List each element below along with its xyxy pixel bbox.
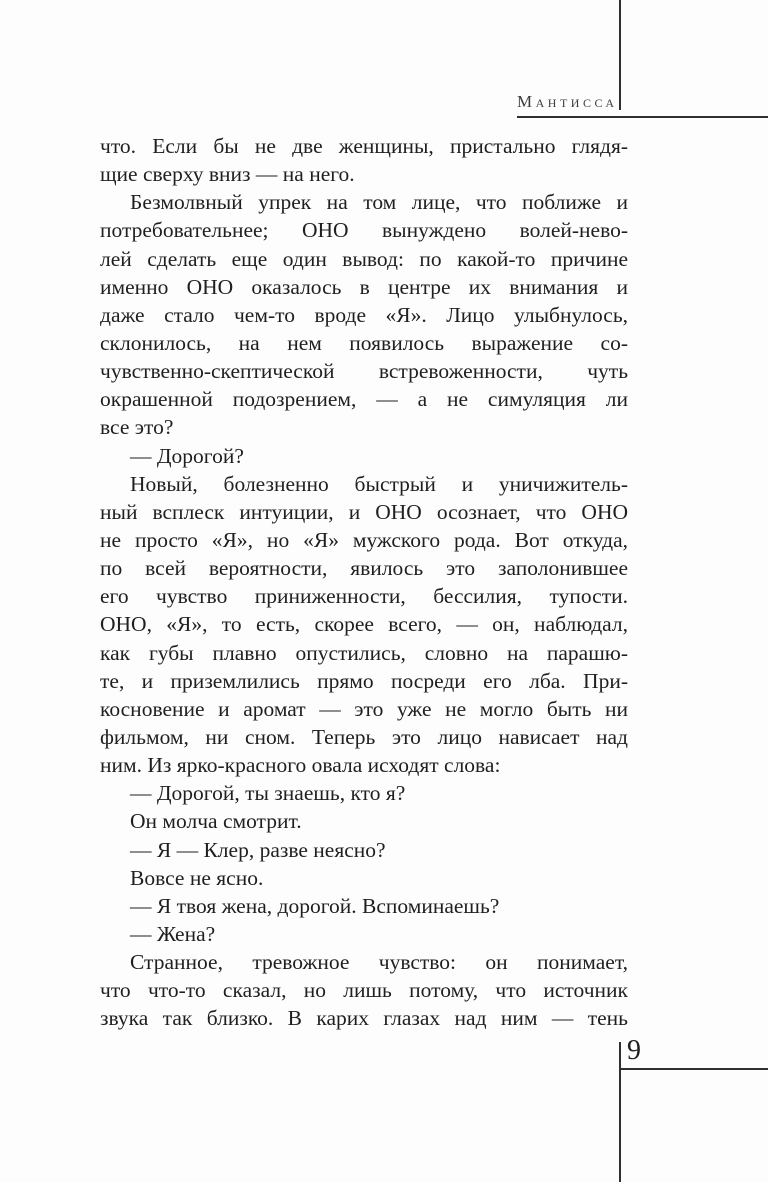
text-line: окрашенной подозрением, — а не симуляция ли [100, 387, 628, 412]
text-line: что что-то сказал, но лишь потому, что источник [100, 978, 628, 1003]
text-line: не просто «Я», но «Я» мужского рода. Вот откуда, [100, 527, 628, 552]
running-head: Мантисса [517, 92, 618, 111]
text-line: Странное, тревожное чувство: он понимает, [130, 950, 628, 975]
page-number: 9 [627, 1035, 641, 1066]
text-line: фильмом, ни сном. Теперь это лицо нависает над [100, 724, 628, 749]
text-line: ОНО, «Я», то есть, скорее всего, — он, наблюдал, [100, 612, 628, 637]
text-line: те, и приземлились прямо посреди его лба. При- [100, 668, 628, 693]
text-line: что. Если бы не две женщины, пристально глядя- [100, 134, 628, 158]
text-line: — Дорогой, ты знаешь, кто я? [130, 781, 406, 806]
text-line: — Жена? [130, 921, 216, 946]
text-line: ним. Из ярко-красного овала исходят слова: [100, 753, 501, 778]
header-vertical-rule [619, 0, 621, 110]
text-line: Безмолвный упрек на том лице, что поближе и [130, 190, 628, 215]
text-line: ный всплеск интуиции, и ОНО осознает, что ОНО [100, 499, 628, 524]
text-line: потребовательнее; ОНО вынуждено волей-нево- [100, 218, 628, 243]
text-line: по всей вероятности, явилось это заполонившее [100, 556, 628, 581]
text-line: именно ОНО оказалось в центре их внимания и [100, 274, 628, 299]
text-line: Вовсе не ясно. [130, 865, 264, 890]
text-line: его чувство приниженности, бессилия, тупости. [100, 584, 628, 609]
text-line: — Я — Клер, разве неясно? [130, 837, 386, 862]
text-line: все это? [100, 415, 174, 440]
text-line: — Дорогой? [130, 443, 244, 468]
footer-vertical-rule [619, 1042, 621, 1182]
text-line: Он молча смотрит. [130, 809, 302, 834]
footer-horizontal-rule [620, 1068, 768, 1070]
text-line: чувственно-скептической встревоженности, чуть [100, 359, 628, 384]
text-line: склонилось, на нем появилось выражение со- [100, 330, 628, 355]
header-horizontal-rule [517, 116, 768, 118]
text-line: щие сверху вниз — на него. [100, 162, 355, 187]
text-line: как губы плавно опустились, словно на парашю- [100, 640, 628, 665]
text-line: звука так близко. В карих глазах над ним — тень [100, 1006, 628, 1031]
text-line: лей сделать еще один вывод: по какой-то причине [100, 246, 628, 271]
text-line: даже стало чем-то вроде «Я». Лицо улыбнулось, [100, 302, 628, 327]
text-line: — Я твоя жена, дорогой. Вспоминаешь? [130, 893, 500, 918]
body-text [100, 132, 628, 1033]
text-line: Новый, болезненно быстрый и уничижитель- [130, 471, 628, 496]
text-line: косновение и аромат — это уже не могло быть ни [100, 696, 628, 721]
